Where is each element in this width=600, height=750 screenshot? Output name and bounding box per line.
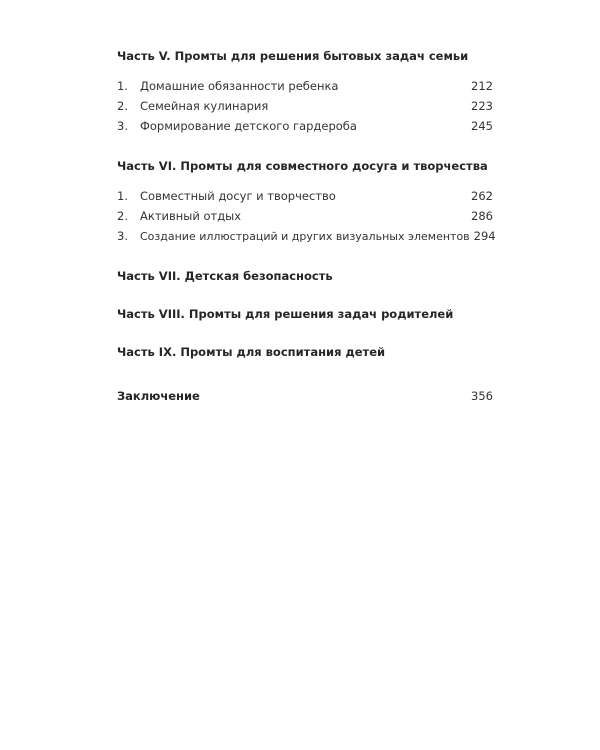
toc-part-6: [117, 158, 496, 246]
table-of-contents: [117, 48, 496, 404]
entry-number: 3.: [117, 119, 128, 133]
toc-entry: [117, 116, 493, 136]
entry-page-number: 245: [471, 119, 493, 133]
conclusion-page-number: 356: [471, 389, 493, 403]
part-entries: [117, 76, 493, 136]
toc-conclusion: [117, 388, 493, 404]
toc-part-7: [117, 268, 493, 284]
entry-page-number: 212: [471, 79, 493, 93]
entry-page-number: 294: [473, 229, 496, 243]
part-title: Часть VIII. Промты для решения задач родителей: [117, 307, 454, 321]
entry-title: Семейная кулинария: [140, 99, 269, 113]
part-title: Часть VII. Детская безопасность: [117, 269, 333, 283]
toc-entry: [117, 206, 493, 226]
toc-part-9: [117, 344, 493, 360]
toc-part-5: [117, 48, 493, 136]
conclusion-title: Заключение: [117, 389, 200, 403]
part-title: Часть V. Промты для решения бытовых задач семьи: [117, 49, 469, 63]
toc-part-8: [117, 306, 493, 322]
entry-title: Создание иллюстраций и других визуальных элементов: [140, 230, 470, 243]
entry-page-number: 262: [471, 189, 493, 203]
entry-title: Формирование детского гардероба: [140, 119, 357, 133]
entry-number: 1.: [117, 189, 128, 203]
part-title: Часть VI. Промты для совместного досуга и творчества: [117, 159, 488, 173]
entry-title: Активный отдых: [140, 209, 242, 223]
entry-number: 1.: [117, 79, 128, 93]
toc-entry: [117, 96, 493, 116]
part-entries: [117, 186, 496, 246]
entry-number: 2.: [117, 99, 128, 113]
entry-title: Домашние обязанности ребенка: [140, 79, 339, 93]
entry-title: Совместный досуг и творчество: [140, 189, 336, 203]
toc-entry: [117, 76, 493, 96]
toc-entry: [117, 186, 493, 206]
part-title: Часть IX. Промты для воспитания детей: [117, 345, 386, 359]
entry-page-number: 223: [471, 99, 493, 113]
entry-number: 3.: [117, 229, 128, 243]
entry-page-number: 286: [471, 209, 493, 223]
toc-entry: [117, 226, 496, 246]
entry-number: 2.: [117, 209, 128, 223]
